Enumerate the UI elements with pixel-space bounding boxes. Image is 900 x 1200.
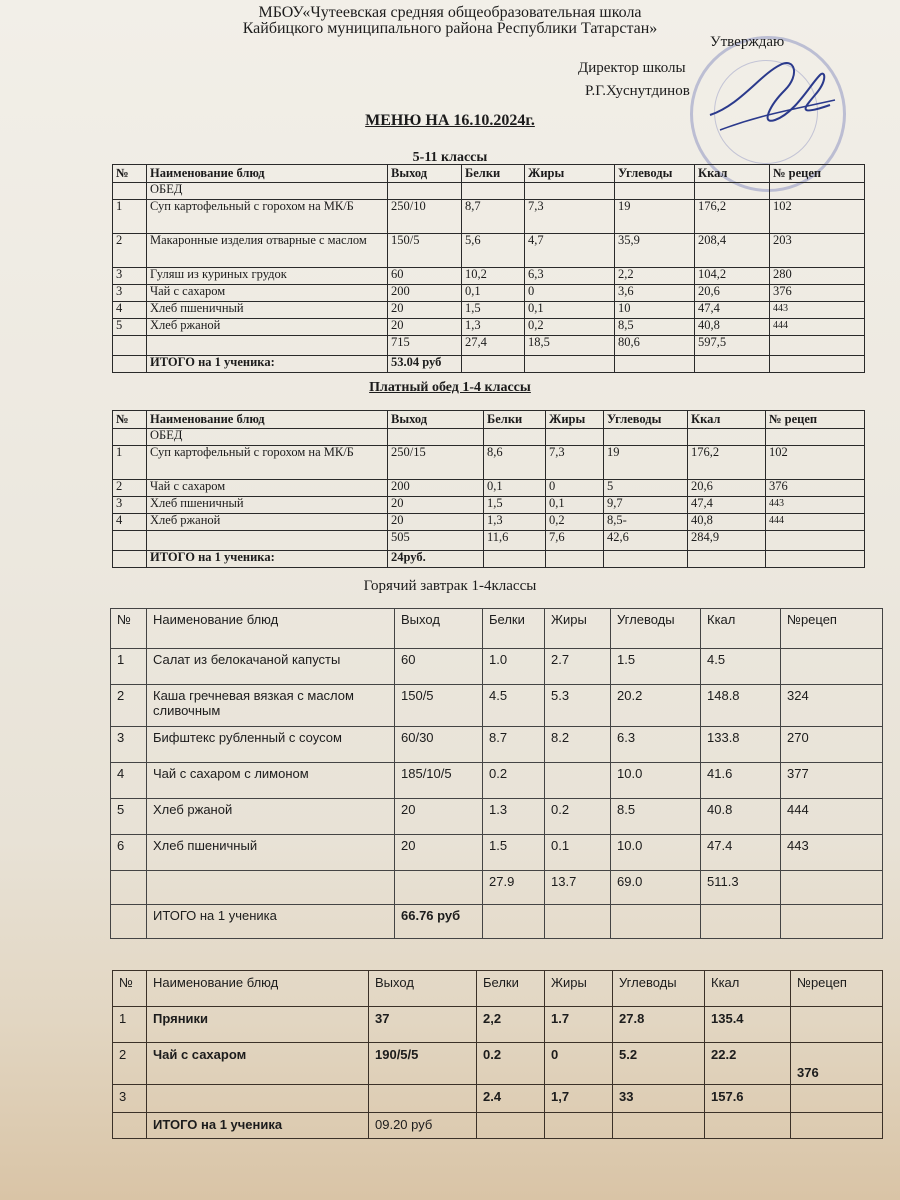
col-header: Ккал [688,411,766,429]
cell-carbs: 8,5- [604,514,688,531]
cell-recipe: 443 [766,497,865,514]
approve-label: Утверждаю [710,34,785,50]
cell-carbs: 27.8 [613,1007,705,1043]
table-row [113,514,865,531]
cell-num: 1 [113,1007,147,1043]
cell-yield: 250/10 [388,200,462,234]
col-header: №рецеп [791,971,883,1007]
total-protein: 2.4 [477,1085,545,1113]
cell-dish: Пряники [147,1007,369,1043]
table-row [113,1043,883,1085]
cell-protein: 0,1 [484,480,546,497]
cell-kcal: 133.8 [701,727,781,763]
per-student-row [113,356,865,373]
col-header: Жиры [525,165,615,183]
table-row [113,285,865,302]
total-carbs: 42,6 [604,531,688,551]
total-kcal: 157.6 [705,1085,791,1113]
cell-recipe: 324 [781,685,883,727]
cell-dish: Хлеб пшеничный [147,835,395,871]
cell-recipe [791,1085,883,1113]
cell-recipe: 376 [770,285,865,302]
cell-yield [369,1085,477,1113]
cell-num: 3 [113,285,147,302]
cell-protein: 0,1 [462,285,525,302]
per-student-price: 66.76 руб [395,905,483,939]
cell-recipe: 376 [791,1043,883,1085]
col-header: Жиры [545,971,613,1007]
cell-recipe: 443 [781,835,883,871]
col-header: Углеводы [611,609,701,649]
col-header: Ккал [695,165,770,183]
cell-yield: 150/5 [388,234,462,268]
cell-recipe: 203 [770,234,865,268]
cell-num: 4 [113,514,147,531]
school-name: МБОУ«Чутеевская средняя общеобразовательная школа [258,4,642,21]
cell-yield: 190/5/5 [369,1043,477,1085]
cell-num: 5 [113,319,147,336]
cell-protein: 4.5 [483,685,545,727]
cell-fat: 2.7 [545,649,611,685]
cell-fat: 5.3 [545,685,611,727]
totals-row [111,871,883,905]
meal-label: ОБЕД [147,183,388,200]
cell-dish: Хлеб пшеничный [147,497,388,514]
per-student-label: ИТОГО на 1 ученика: [147,356,388,373]
cell-kcal: 47.4 [701,835,781,871]
cell-num: 4 [111,763,147,799]
total-kcal: 284,9 [688,531,766,551]
cell-fat: 4,7 [525,234,615,268]
table-row [111,799,883,835]
cell-num: 3 [113,268,147,285]
cell-yield: 20 [395,835,483,871]
per-student-row [111,905,883,939]
cell-fat: 0.1 [545,835,611,871]
col-header: Наименование блюд [147,609,395,649]
per-student-label: ИТОГО на 1 ученика [147,1113,369,1139]
meal-label: ОБЕД [147,429,388,446]
cell-num: 3 [111,727,147,763]
cell-num: 2 [113,480,147,497]
col-header: Ккал [705,971,791,1007]
total-fat: 13.7 [545,871,611,905]
cell-protein: 8,6 [484,446,546,480]
meal-row [113,183,865,200]
cell-dish: Хлеб пшеничный [147,302,388,319]
cell-recipe: 102 [766,446,865,480]
cell-kcal: 41.6 [701,763,781,799]
cell-fat: 0,2 [546,514,604,531]
col-header: Углеводы [604,411,688,429]
cell-fat: 0,1 [546,497,604,514]
section1-caption: 5-11 классы [412,150,488,165]
cell-num: 3 [113,1085,147,1113]
total-yield: 715 [388,336,462,356]
cell-protein: 0.2 [483,763,545,799]
cell-num: 1 [113,446,147,480]
table-header-row [113,411,865,429]
cell-carbs: 2,2 [615,268,695,285]
cell-protein: 2,2 [477,1007,545,1043]
cell-carbs: 5 [604,480,688,497]
table-row [111,727,883,763]
total-kcal: 511.3 [701,871,781,905]
cell-kcal: 104,2 [695,268,770,285]
cell-carbs: 10.0 [611,763,701,799]
table-row [111,835,883,871]
cell-num: 1 [113,200,147,234]
cell-num: 2 [113,1043,147,1085]
cell-fat: 0,1 [525,302,615,319]
cell-dish: Хлеб ржаной [147,799,395,835]
total-kcal: 597,5 [695,336,770,356]
col-header: Ккал [701,609,781,649]
col-header: Углеводы [613,971,705,1007]
cell-yield: 60/30 [395,727,483,763]
cell-dish: Салат из белокачаной капусты [147,649,395,685]
table-header-row [113,165,865,183]
per-student-price: 09.20 руб [369,1113,477,1139]
cell-recipe: 270 [781,727,883,763]
cell-kcal: 22.2 [705,1043,791,1085]
cell-carbs: 10 [615,302,695,319]
total-carbs: 80,6 [615,336,695,356]
table-row [113,497,865,514]
cell-yield: 20 [395,799,483,835]
table-row [113,480,865,497]
cell-yield: 20 [388,302,462,319]
cell-protein: 8,7 [462,200,525,234]
cell-recipe: 376 [766,480,865,497]
per-student-row [113,551,865,568]
cell-recipe: 443 [770,302,865,319]
total-protein: 27,4 [462,336,525,356]
cell-recipe: 102 [770,200,865,234]
col-header: №рецеп [781,609,883,649]
cell-protein: 8.7 [483,727,545,763]
cell-yield: 20 [388,319,462,336]
table-row [111,685,883,727]
cell-protein: 1.0 [483,649,545,685]
cell-fat: 0 [546,480,604,497]
cell-kcal: 20,6 [688,480,766,497]
cell-dish: Суп картофельный с горохом на МК/Б [147,200,388,234]
cell-recipe: 444 [766,514,865,531]
cell-num: 6 [111,835,147,871]
cell-protein: 1,5 [462,302,525,319]
cell-fat: 7,3 [525,200,615,234]
cell-dish: Чай с сахаром [147,285,388,302]
col-header: Белки [477,971,545,1007]
cell-fat [545,763,611,799]
cell-kcal: 40.8 [701,799,781,835]
totals-row [113,531,865,551]
cell-kcal: 20,6 [695,285,770,302]
col-header: Углеводы [615,165,695,183]
cell-yield: 20 [388,497,484,514]
total-carbs: 69.0 [611,871,701,905]
cell-num: 2 [111,685,147,727]
cell-yield: 200 [388,480,484,497]
cell-carbs: 8.5 [611,799,701,835]
cell-kcal: 176,2 [688,446,766,480]
per-student-price: 53.04 руб [388,356,462,373]
cell-dish: Чай с сахаром с лимоном [147,763,395,799]
total-fat: 1,7 [545,1085,613,1113]
totals-row [113,336,865,356]
total-protein: 27.9 [483,871,545,905]
cell-dish: Макаронные изделия отварные с маслом [147,234,388,268]
menu-table-paid-lunch [112,410,865,568]
cell-dish: Хлеб ржаной [147,514,388,531]
cell-yield: 200 [388,285,462,302]
cell-kcal: 148.8 [701,685,781,727]
col-header: № рецеп [766,411,865,429]
cell-recipe: 280 [770,268,865,285]
table-row [113,1007,883,1043]
cell-fat: 7,3 [546,446,604,480]
total-yield: 505 [388,531,484,551]
meal-row [113,429,865,446]
cell-protein: 1,3 [484,514,546,531]
cell-num: 2 [113,234,147,268]
col-header: Белки [483,609,545,649]
cell-protein: 1.3 [483,799,545,835]
cell-num: 5 [111,799,147,835]
table-row [113,302,865,319]
cell-yield: 60 [388,268,462,285]
cell-dish: Бифштекс рубленный с соусом [147,727,395,763]
cell-kcal: 40,8 [695,319,770,336]
district-name: Кайбицкого муниципального района Республики Татарстан» [242,20,658,37]
col-header: Выход [369,971,477,1007]
cell-dish: Гуляш из куриных грудок [147,268,388,285]
table-row [111,649,883,685]
col-header: Белки [462,165,525,183]
cell-kcal: 4.5 [701,649,781,685]
cell-fat: 8.2 [545,727,611,763]
total-protein: 11,6 [484,531,546,551]
cell-carbs: 9,7 [604,497,688,514]
cell-dish: Суп картофельный с горохом на МК/Б [147,446,388,480]
col-header: Выход [388,165,462,183]
cell-fat: 0 [525,285,615,302]
cell-dish: Каша гречневая вязкая с маслом сливочным [147,685,395,727]
per-student-label: ИТОГО на 1 ученика [147,905,395,939]
cell-recipe: 444 [781,799,883,835]
cell-protein: 0.2 [477,1043,545,1085]
cell-carbs: 8,5 [615,319,695,336]
col-header: Белки [484,411,546,429]
col-header: Выход [395,609,483,649]
table-row [113,268,865,285]
table-row [111,763,883,799]
total-carbs: 33 [613,1085,705,1113]
total-fat: 7,6 [546,531,604,551]
cell-recipe [791,1007,883,1043]
col-header: Наименование блюд [147,165,388,183]
cell-kcal: 176,2 [695,200,770,234]
cell-dish: Хлеб ржаной [147,319,388,336]
director-signature [700,45,840,145]
cell-yield: 250/15 [388,446,484,480]
cell-carbs: 35,9 [615,234,695,268]
table-header-row [111,609,883,649]
per-student-price: 24руб. [388,551,484,568]
cell-kcal: 47,4 [688,497,766,514]
totals-row [113,1085,883,1113]
cell-fat: 0 [545,1043,613,1085]
director-label: Директор школы [578,60,686,76]
menu-table-hot-breakfast [110,608,883,939]
cell-yield: 185/10/5 [395,763,483,799]
col-header: Наименование блюд [147,411,388,429]
cell-carbs: 3,6 [615,285,695,302]
cell-fat: 0,2 [525,319,615,336]
cell-num: 1 [111,649,147,685]
col-header: Наименование блюд [147,971,369,1007]
cell-carbs: 1.5 [611,649,701,685]
cell-num: 3 [113,497,147,514]
menu-table-snack [112,970,883,1139]
cell-dish: Чай с сахаром [147,1043,369,1085]
cell-num: 4 [113,302,147,319]
cell-dish [147,1085,369,1113]
cell-fat: 1.7 [545,1007,613,1043]
cell-protein: 1,5 [484,497,546,514]
cell-protein: 10,2 [462,268,525,285]
table-row [113,319,865,336]
cell-carbs: 10.0 [611,835,701,871]
table-row [113,446,865,480]
cell-protein: 1.5 [483,835,545,871]
col-header: Выход [388,411,484,429]
per-student-row [113,1113,883,1139]
cell-kcal: 208,4 [695,234,770,268]
cell-recipe: 377 [781,763,883,799]
cell-fat: 6,3 [525,268,615,285]
col-header: № [111,609,147,649]
cell-yield: 37 [369,1007,477,1043]
per-student-label: ИТОГО на 1 ученика: [147,551,388,568]
menu-table-5-11 [112,164,865,373]
cell-carbs: 6.3 [611,727,701,763]
col-header: Жиры [546,411,604,429]
col-header: № [113,411,147,429]
director-name: Р.Г.Хуснутдинов [585,83,690,99]
table-row [113,234,865,268]
cell-dish: Чай с сахаром [147,480,388,497]
cell-protein: 1,3 [462,319,525,336]
cell-fat: 0.2 [545,799,611,835]
cell-carbs: 19 [615,200,695,234]
cell-protein: 5,6 [462,234,525,268]
cell-yield: 60 [395,649,483,685]
col-header: № [113,971,147,1007]
cell-recipe: 444 [770,319,865,336]
menu-title: МЕНЮ НА 16.10.2024г. [365,112,535,129]
col-header: № [113,165,147,183]
cell-recipe [781,649,883,685]
table-row [113,200,865,234]
table-header-row [113,971,883,1007]
section2-caption: Платный обед 1-4 классы [369,380,531,395]
cell-carbs: 20.2 [611,685,701,727]
cell-carbs: 5.2 [613,1043,705,1085]
cell-carbs: 19 [604,446,688,480]
cell-kcal: 47,4 [695,302,770,319]
cell-kcal: 135.4 [705,1007,791,1043]
cell-yield: 20 [388,514,484,531]
cell-kcal: 40,8 [688,514,766,531]
cell-yield: 150/5 [395,685,483,727]
col-header: № рецеп [770,165,865,183]
total-fat: 18,5 [525,336,615,356]
section3-caption: Горячий завтрак 1-4классы [363,578,537,594]
col-header: Жиры [545,609,611,649]
